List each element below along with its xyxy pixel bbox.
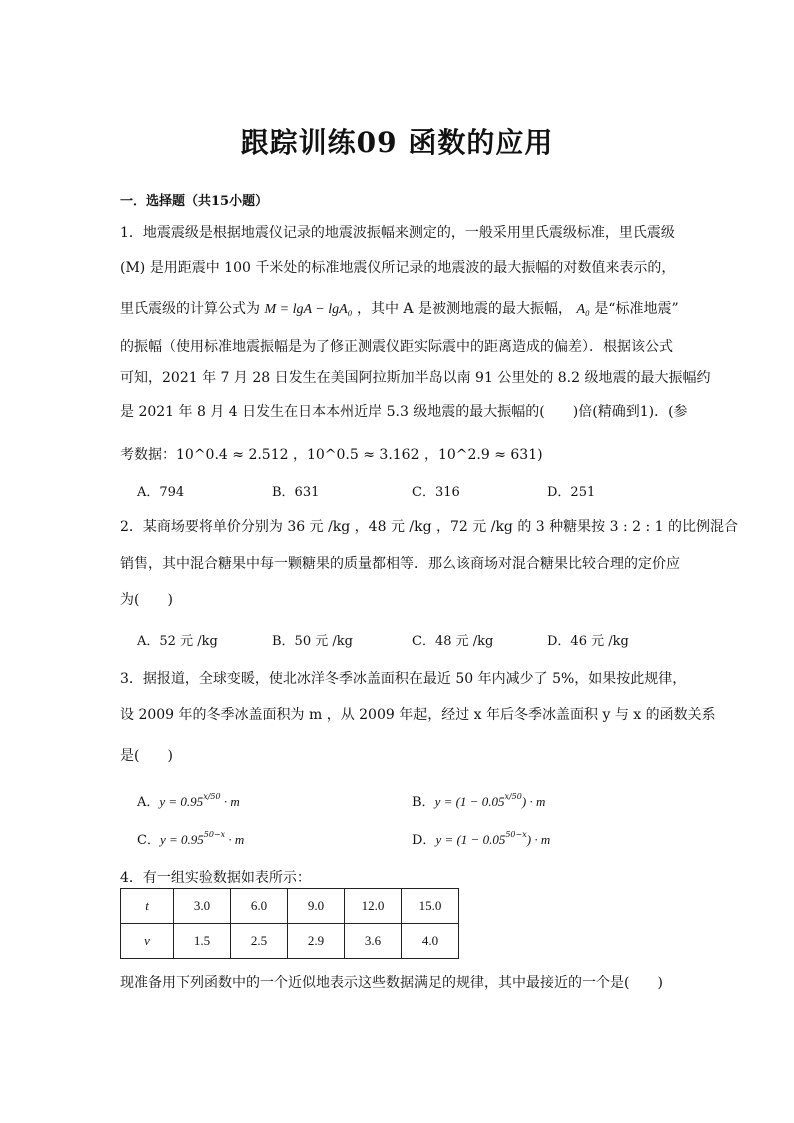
table-row (121, 924, 459, 959)
q3-line-2: 设 2009 年的冬季冰盖面积为 m ，从 2009 年起，经过 x 年后冬季冰盖面积 y 与 x 的函数关系 (120, 707, 716, 723)
q1-option-b[interactable]: B．631 (272, 485, 320, 500)
table-cell: 2.5 (231, 924, 288, 959)
table-row (121, 889, 459, 924)
q3-option-d-formula: y = (1 − 0.05 (435, 832, 506, 847)
q1-option-c[interactable]: C．316 (412, 485, 460, 500)
page-title: 跟踪训练09 函数的应用 (240, 126, 554, 159)
q2-line-3: 为( ) (120, 592, 173, 608)
table-cell: 12.0 (345, 889, 402, 924)
q3-line-3: 是( ) (120, 748, 173, 764)
q1-line-3 (120, 298, 679, 318)
table-cell: 15.0 (402, 889, 459, 924)
section-heading: 一．选择题（共15小题） (120, 194, 269, 209)
q3-line-1: 3．据报道，全球变暖，使北冰洋冬季冰盖面积在最近 50 年内减少了 5%，如果按此规律， (120, 671, 687, 687)
q2-option-b[interactable]: B．50 元 /kg (272, 634, 353, 649)
q2-line-1: 2．某商场要将单价分别为 36 元 /kg ，48 元 /kg ，72 元 /kg 的 3 种糖果按 3 : 2 : 1 的比例混合 (120, 519, 739, 535)
q3-option-a-label: A． (137, 795, 160, 810)
q3-option-c-label: C． (137, 833, 160, 848)
table-cell: 1.5 (174, 924, 231, 959)
q3-option-a-formula: y = 0.95 (159, 794, 204, 809)
q1-line-1: 1．地震震级是根据地震仪记录的地震波振幅来测定的，一般采用里氏震级标准，里氏震级 (120, 225, 675, 241)
q1-line-5: 可知，2021 年 7 月 28 日发生在美国阿拉斯加半岛以南 91 公里处的 8.2 级地震的最大振幅约 (120, 370, 711, 386)
q3-option-d[interactable] (412, 829, 550, 848)
q3-option-a-exponent: x/50 (203, 792, 221, 801)
q4-line-1: 4．有一组实验数据如表所示： (120, 870, 311, 886)
q3-option-a[interactable] (137, 791, 240, 810)
q2-option-c[interactable]: C．48 元 /kg (412, 634, 494, 649)
q1-option-a[interactable]: A．794 (137, 485, 185, 500)
q1-line-7: 考数据：10^0.4 ≈ 2.512 ，10^0.5 ≈ 3.162 ，10^2.9 ≈ 631) (120, 447, 543, 463)
q1-line-3-text-d: 是“标准地震” (594, 301, 679, 317)
table-cell: 2.9 (288, 924, 345, 959)
q2-line-2: 销售，其中混合糖果中每一颗糖果的质量都相等．那么该商场对混合糖果比较合理的定价应 (120, 556, 680, 572)
q1-line-2: (M) 是用距震中 100 千米处的标准地震仪所记录的地震波的最大振幅的对数值来表示的， (120, 260, 676, 276)
q3-option-a-tail: · m (220, 794, 240, 809)
q3-option-d-exponent: 50−x (505, 830, 527, 839)
q3-option-c-exponent: 50−x (203, 830, 226, 839)
q1-option-d[interactable]: D．251 (547, 485, 596, 500)
q1-symbol-a0: A₀ (576, 302, 590, 317)
table-cell: t (121, 889, 174, 924)
q3-option-d-tail: ) · m (526, 832, 551, 847)
q3-option-b-label: B． (412, 795, 435, 810)
table-cell: 4.0 (402, 924, 459, 959)
q3-option-b-tail: ) · m (521, 794, 546, 809)
q4-line-2: 现准备用下列函数中的一个近似地表示这些数据满足的规律，其中最接近的一个是( ) (120, 975, 663, 991)
q3-option-b-formula: y = (1 − 0.05 (434, 794, 505, 809)
q3-option-c-formula: y = 0.95 (159, 832, 204, 847)
q3-option-b[interactable] (412, 791, 545, 810)
table-cell: 3.0 (174, 889, 231, 924)
q1-line-3-text-b: ，其中 A 是被测地震的最大振幅， (356, 301, 572, 317)
data-table (120, 888, 459, 959)
q1-line-6: 是 2021 年 8 月 4 日发生在日本本州近岸 5.3 级地震的最大振幅的( )倍(精确到1)．(参 (120, 404, 688, 420)
q1-formula: M = lgA − lgA₀ (264, 302, 353, 317)
q1-line-4: 的振幅（使用标准地震振幅是为了修正测震仪距实际震中的距离造成的偏差）．根据该公式 (120, 339, 673, 355)
q3-option-d-label: D． (412, 833, 436, 848)
q3-option-b-exponent: x/50 (504, 792, 522, 801)
table-cell: 6.0 (231, 889, 288, 924)
q3-option-c-tail: · m (225, 832, 245, 847)
q2-option-a[interactable]: A．52 元 /kg (137, 634, 218, 649)
table-cell: 3.6 (345, 924, 402, 959)
q2-option-d[interactable]: D．46 元 /kg (547, 634, 629, 649)
table-cell: 9.0 (288, 889, 345, 924)
q1-line-3-text-a: 里氏震级的计算公式为 (120, 301, 260, 317)
table-cell: v (121, 924, 174, 959)
q3-option-c[interactable] (137, 829, 244, 848)
